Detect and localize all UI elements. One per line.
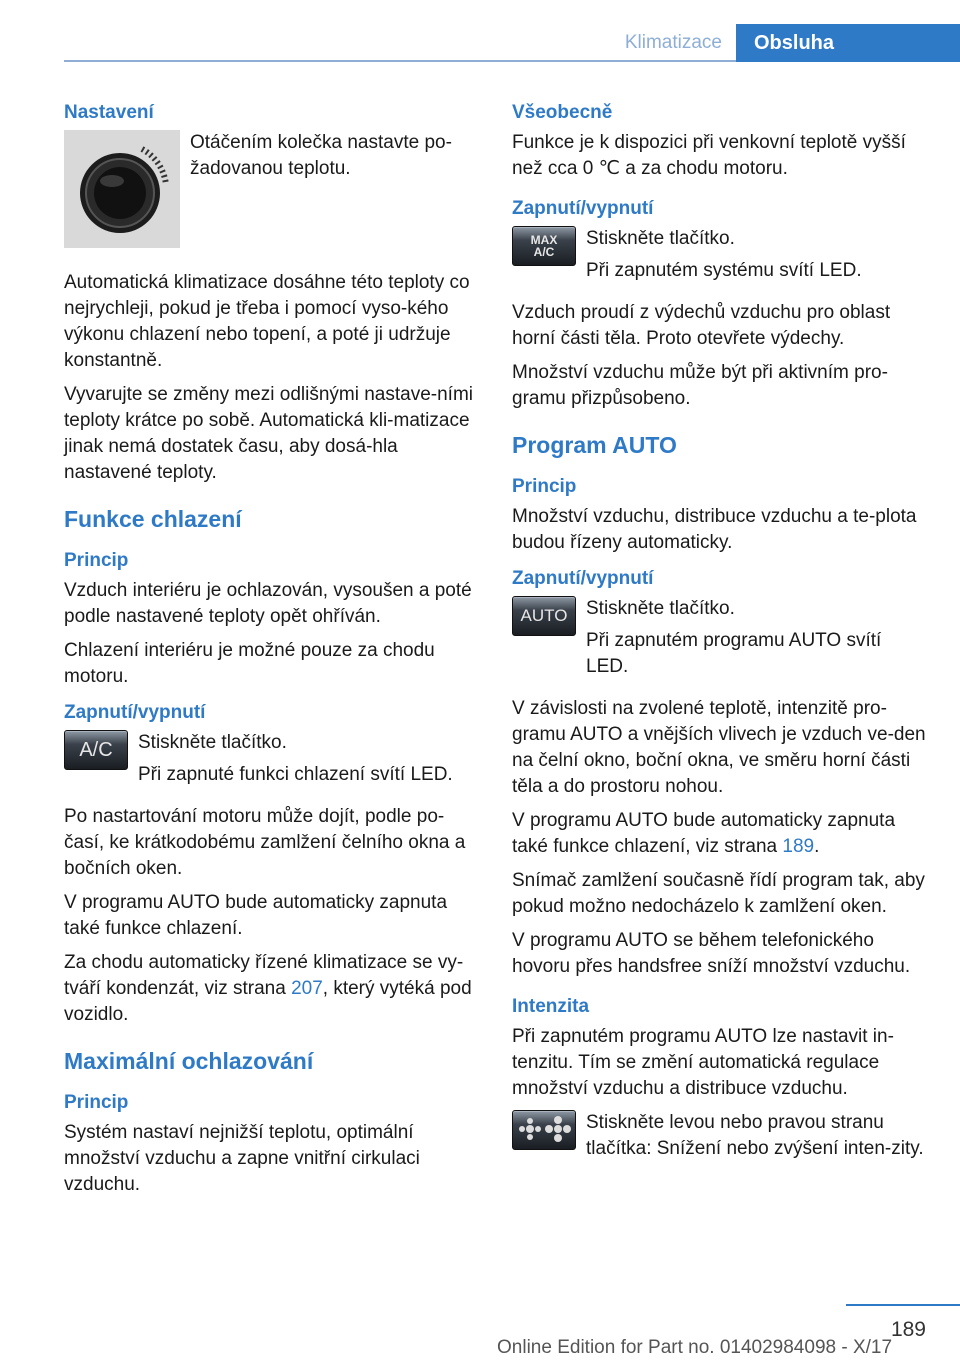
paragraph: Funkce je k dispozici při venkovní teplotě vyšší než cca 0 ℃ a za chodu motoru. — [512, 132, 906, 179]
paragraph: V programu AUTO se během telefonického hovoru přes handsfree sníží množství vzduchu. — [512, 930, 911, 977]
header-chapter-tab: Obsluha — [736, 24, 960, 62]
left-column — [64, 100, 476, 1206]
max-ac-description — [586, 226, 862, 290]
fan-figure-row — [512, 1110, 926, 1162]
ac-led-note: Při zapnuté funkci chlazení svítí LED. — [138, 764, 453, 785]
paragraph: Po nastartování motoru může dojít, podle po‐časí, ke krátkodobému zamlžení čelního okna a bočních oken. — [64, 806, 466, 879]
ac-instruction: Stiskněte tlačítko. — [138, 732, 287, 753]
heading-intenzita: Intenzita — [512, 996, 590, 1017]
heading-program-auto: Program AUTO — [512, 432, 677, 458]
heading-princip: Princip — [64, 550, 129, 571]
paragraph: Automatická klimatizace dosáhne této teploty co nejrychleji, pokud je třeba i pomocí vyso‐kého výkonu chlazení nebo topení, a poté ji udržuje konstantně. — [64, 272, 470, 371]
paragraph: V závislosti na zvolené teplotě, intenzitě pro‐gramu AUTO a vnějších vlivech je vzduch ve‐den na čelní okno, boční okna, ve směru horní části těla a do prostoru nohou. — [512, 698, 926, 797]
page-link-207[interactable]: 207 — [291, 978, 323, 999]
ac-button-image: A/C — [64, 730, 128, 770]
heading-vseobecne: Všeobecně — [512, 102, 613, 123]
paragraph: Vzduch proudí z výdechů vzduchu pro oblast horní části těla. Proto otevřete výdechy. — [512, 302, 891, 349]
knob-figure-row — [64, 130, 476, 248]
max-ac-button-image — [512, 226, 576, 266]
max-ac-label-top: MAX — [530, 233, 558, 247]
heading-funkce-chlazeni: Funkce chlazení — [64, 506, 242, 532]
auto-description — [586, 596, 926, 686]
fan-description: Stiskněte levou nebo pravou stranu tlačítka: Snížení nebo zvýšení inten‐zity. — [586, 1112, 924, 1159]
page-link-189[interactable]: 189 — [782, 836, 815, 857]
max-ac-label-bottom: A/C — [533, 245, 555, 259]
paragraph-with-link — [64, 950, 476, 1028]
ac-figure-row — [64, 730, 476, 794]
knob-icon — [70, 137, 174, 241]
page-number: 189 — [890, 1318, 926, 1341]
text: , který vytéká pod vozidlo. — [64, 978, 472, 1025]
right-column — [512, 100, 926, 1168]
paragraph-with-link — [512, 808, 926, 860]
paragraph: Při zapnutém programu AUTO lze nastavit in‐tenzitu. Tím se změní automatická regulace množství vzduchu a distribuce vzduchu. — [512, 1026, 894, 1099]
ac-description — [138, 730, 453, 794]
paragraph: V programu AUTO bude automaticky zapnuta také funkce chlazení. — [64, 892, 448, 939]
header-section-title: Klimatizace — [624, 32, 722, 53]
heading-maximalni-ochlazovani: Maximální ochlazování — [64, 1048, 314, 1074]
paragraph: Chlazení interiéru je možné pouze za chodu motoru. — [64, 640, 435, 687]
auto-led-note: Při zapnutém programu AUTO svítí LED. — [586, 630, 882, 677]
temperature-knob-image — [64, 130, 180, 248]
fan-icon — [516, 1115, 572, 1145]
text: V programu AUTO bude automaticky zapnuta také funkce chlazení, viz strana — [512, 810, 896, 857]
auto-instruction: Stiskněte tlačítko. — [586, 598, 735, 619]
heading-zapnuti-vypnuti: Zapnutí/vypnutí — [64, 702, 206, 723]
knob-description: Otáčením kolečka nastavte po‐žadovanou teplotu. — [190, 132, 452, 179]
auto-button-image: AUTO — [512, 596, 576, 636]
max-ac-led-note: Při zapnutém systému svítí LED. — [586, 260, 862, 281]
heading-nastaveni: Nastavení — [64, 102, 154, 123]
fan-intensity-button-image — [512, 1110, 576, 1150]
text: . — [814, 836, 820, 857]
paragraph: Systém nastaví nejnižší teplotu, optimální množství vzduchu a zapne vnitřní cirkulaci vzduchu. — [64, 1122, 420, 1195]
heading-zapnuti-vypnuti: Zapnutí/vypnutí — [512, 568, 654, 589]
paragraph: Množství vzduchu může být při aktivním pro‐gramu přizpůsobeno. — [512, 362, 888, 409]
max-ac-instruction: Stiskněte tlačítko. — [586, 228, 735, 249]
auto-figure-row — [512, 596, 926, 686]
heading-zapnuti-vypnuti: Zapnutí/vypnutí — [512, 198, 654, 219]
paragraph: Vzduch interiéru je ochlazován, vysoušen a poté podle nastavené teploty opět ohříván. — [64, 580, 472, 627]
text: Za chodu automaticky řízené klimatizace se vy‐tváří kondenzát, viz strana — [64, 952, 464, 999]
heading-princip: Princip — [512, 476, 577, 497]
maxac-figure-row — [512, 226, 926, 290]
heading-princip: Princip — [64, 1092, 129, 1113]
paragraph: Vyvarujte se změny mezi odlišnými nastave‐ními teploty krátce po sobě. Automatická kli‐matizace jinak nemá dostatek času, aby dosá‐hla nastavené teploty. — [64, 384, 473, 483]
paragraph: Snímač zamlžení současně řídí program tak, aby pokud možno nedocházelo k zamlžení oken. — [512, 870, 925, 917]
paragraph: Množství vzduchu, distribuce vzduchu a te‐plota budou řízeny automaticky. — [512, 506, 917, 553]
footer-rule — [846, 1304, 960, 1306]
footer-edition: Online Edition for Part no. 01402984098 - X/17 — [497, 1337, 893, 1358]
